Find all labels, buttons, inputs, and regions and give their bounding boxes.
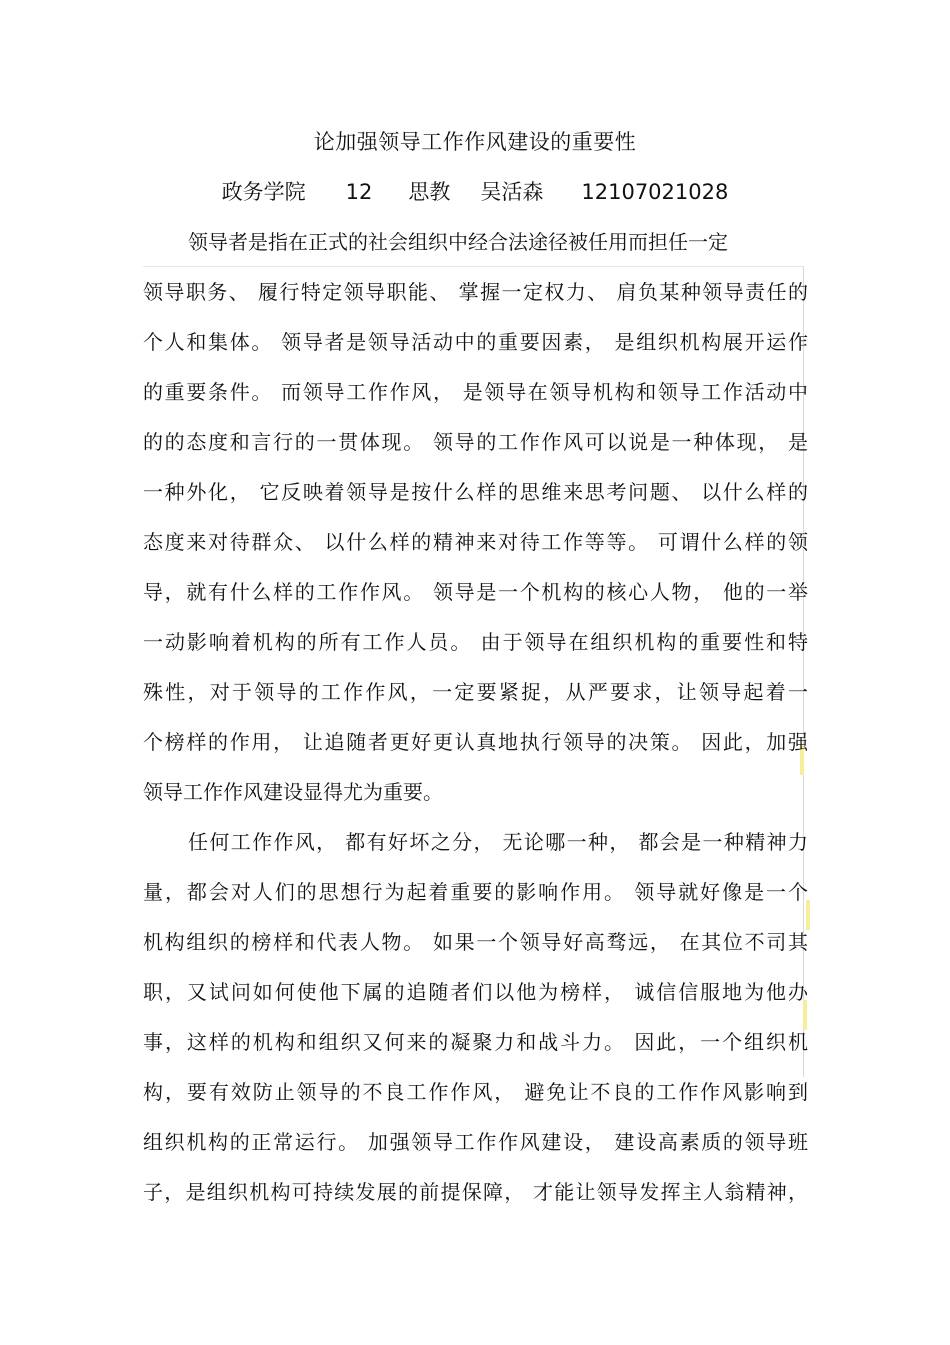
text-line: 一动影响着机构的所有工作人员。 由于领导在组织机构的重要性和特 bbox=[143, 630, 808, 654]
text-line: 机构组织的榜样和代表人物。 如果一个领导好高骛远， 在其位不司其 bbox=[143, 930, 808, 954]
text-line: 个人和集体。 领导者是领导活动中的重要因素， 是组织机构展开运作 bbox=[143, 330, 808, 354]
text-line: 殊性，对于领导的工作作风，一定要紧捉，从严要求，让领导起着一 bbox=[143, 680, 808, 704]
text-line: 子，是组织机构可持续发展的前提保障， 才能让领导发挥主人翁精神， bbox=[143, 1180, 808, 1204]
author-byline bbox=[0, 178, 950, 206]
text-line: 一种外化， 它反映着领导是按什么样的思维来思考问题、 以什么样的 bbox=[143, 480, 808, 504]
text-line: 个榜样的作用， 让追随者更好更认真地执行领导的决策。 因此，加强 bbox=[143, 730, 808, 754]
text-line: 构，要有效防止领导的不良工作作风， 避免让不良的工作作风影响到 bbox=[143, 1080, 808, 1104]
byline-major: 思教 bbox=[408, 180, 451, 204]
text-line: 任何工作作风， 都有好坏之分， 无论哪一种， 都会是一种精神力 bbox=[188, 830, 808, 854]
text-line: 领导工作作风建设显得尤为重要。 bbox=[143, 780, 443, 804]
text-line: 组织机构的正常运行。 加强领导工作作风建设， 建设高素质的领导班 bbox=[143, 1130, 808, 1154]
text-line: 事，这样的机构和组织又何来的凝聚力和战斗力。 因此，一个组织机 bbox=[143, 1030, 808, 1054]
text-line: 职，又试问如何使他下属的追随者们以他为榜样， 诚信信服地为他办 bbox=[143, 980, 808, 1004]
byline-college: 政务学院 bbox=[221, 180, 306, 204]
text-line: 的的态度和言行的一贯体现。 领导的工作作风可以说是一种体现， 是 bbox=[143, 430, 808, 454]
byline-student-id: 12107021028 bbox=[581, 180, 729, 204]
opening-line: 领导者是指在正式的社会组织中经合法途径被任用而担任一定 bbox=[188, 230, 728, 254]
document-title: 论加强领导工作作风建设的重要性 bbox=[313, 130, 637, 154]
byline-name: 吴活森 bbox=[480, 180, 544, 204]
text-line: 态度来对待群众、 以什么样的精神来对待工作等等。 可谓什么样的领 bbox=[143, 530, 808, 554]
text-line: 量，都会对人们的思想行为起着重要的影响作用。 领导就好像是一个 bbox=[143, 880, 808, 904]
text-line: 领导职务、 履行特定领导职能、 掌握一定权力、 肩负某种领导责任的 bbox=[143, 280, 808, 304]
text-line: 的重要条件。 而领导工作作风， 是领导在领导机构和领导工作活动中 bbox=[143, 380, 808, 404]
text-line: 导，就有什么样的工作作风。 领导是一个机构的核心人物， 他的一举 bbox=[143, 580, 808, 604]
byline-grade: 12 bbox=[345, 180, 373, 204]
